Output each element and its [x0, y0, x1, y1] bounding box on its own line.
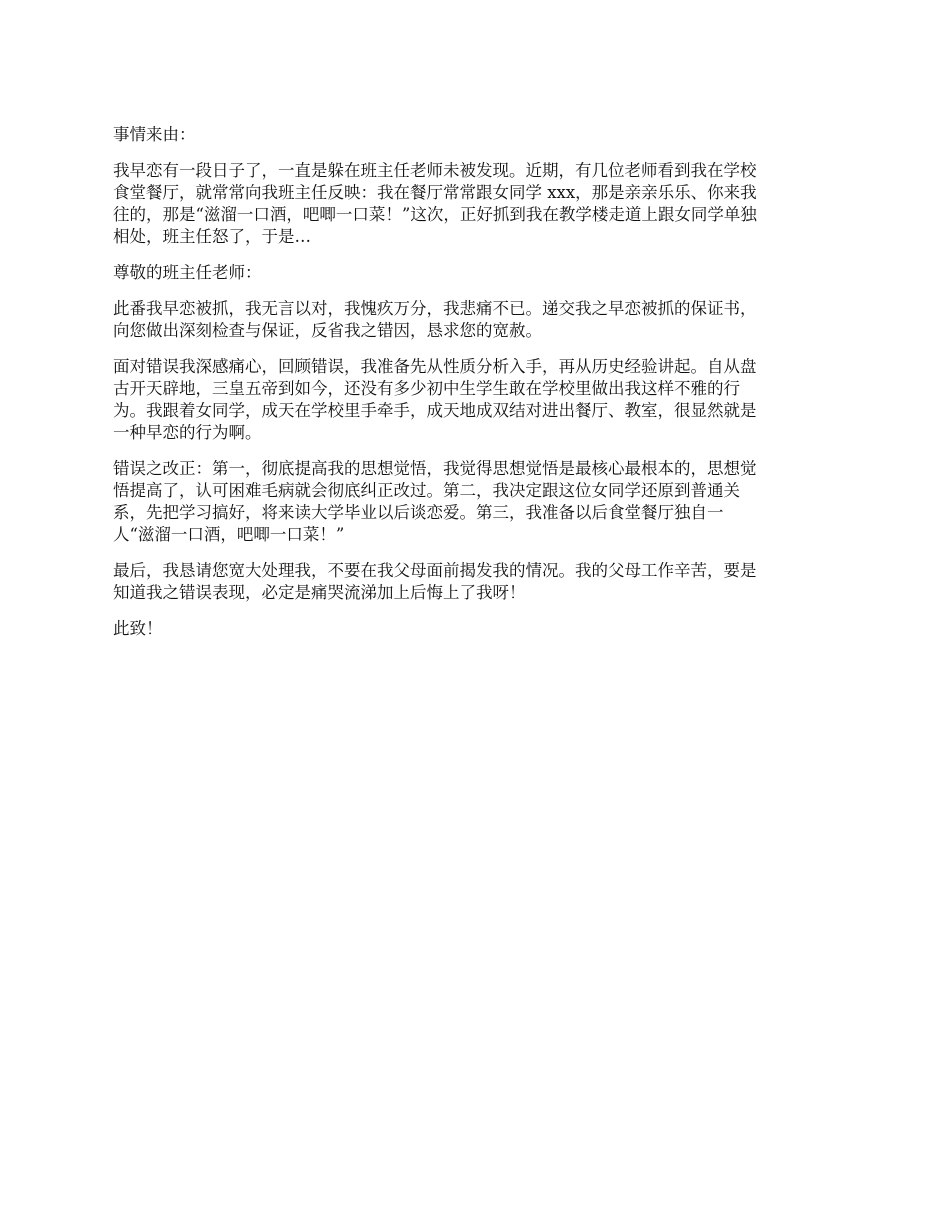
paragraph-correction: 错误之改正：第一，彻底提高我的思想觉悟，我觉得思想觉悟是最核心最根本的，思想觉 悟提高了，认可困难毛病就会彻底纠正改过。第二，我决定跟这位女同学还原到普通关 系，先把学习搞好，将来读大学毕业以后谈恋爱。第三，我准备以后食堂餐厅独自一 人“滋溜一口酒，吧唧一口菜！” [113, 459, 757, 544]
paragraph-background: 我早恋有一段日子了，一直是躲在班主任老师未被发现。近期，有几位老师看到我在学校 食堂餐厅，就常常向我班主任反映：我在餐厅常常跟女同学 xxx，那是亲亲乐乐、你来我 往的，那是“滋溜一口酒，吧唧一口菜！”这次，正好抓到我在教学楼走道上跟女同学单独 相处，班主任怒了，于是… [113, 161, 757, 246]
closing: 此致！ [113, 619, 163, 638]
paragraph-reflection: 面对错误我深感痛心，回顾错误，我准备先从性质分析入手，再从历史经验讲起。自从盘 古开天辟地，三皇五帝到如今，还没有多少初中生学生敢在学校里做出我这样不雅的行 为。我跟着女同学，成天在学校里手牵手，成天地成双结对进出餐厅、教室，很显然就是 一种早恋的行为啊。 [113, 357, 757, 442]
heading-reason: 事情来由： [113, 125, 196, 144]
paragraph-request: 最后，我恳请您宽大处理我，不要在我父母面前揭发我的情况。我的父母工作辛苦，要是 知道我之错误表现，必定是痛哭流涕加上后悔上了我呀！ [113, 561, 757, 602]
salutation: 尊敬的班主任老师： [113, 263, 262, 282]
document-body [113, 124, 843, 654]
paragraph-apology: 此番我早恋被抓，我无言以对，我愧疚万分，我悲痛不已。递交我之早恋被抓的保证书， 向您做出深刻检查与保证，反省我之错因，恳求您的宽赦。 [113, 299, 757, 340]
